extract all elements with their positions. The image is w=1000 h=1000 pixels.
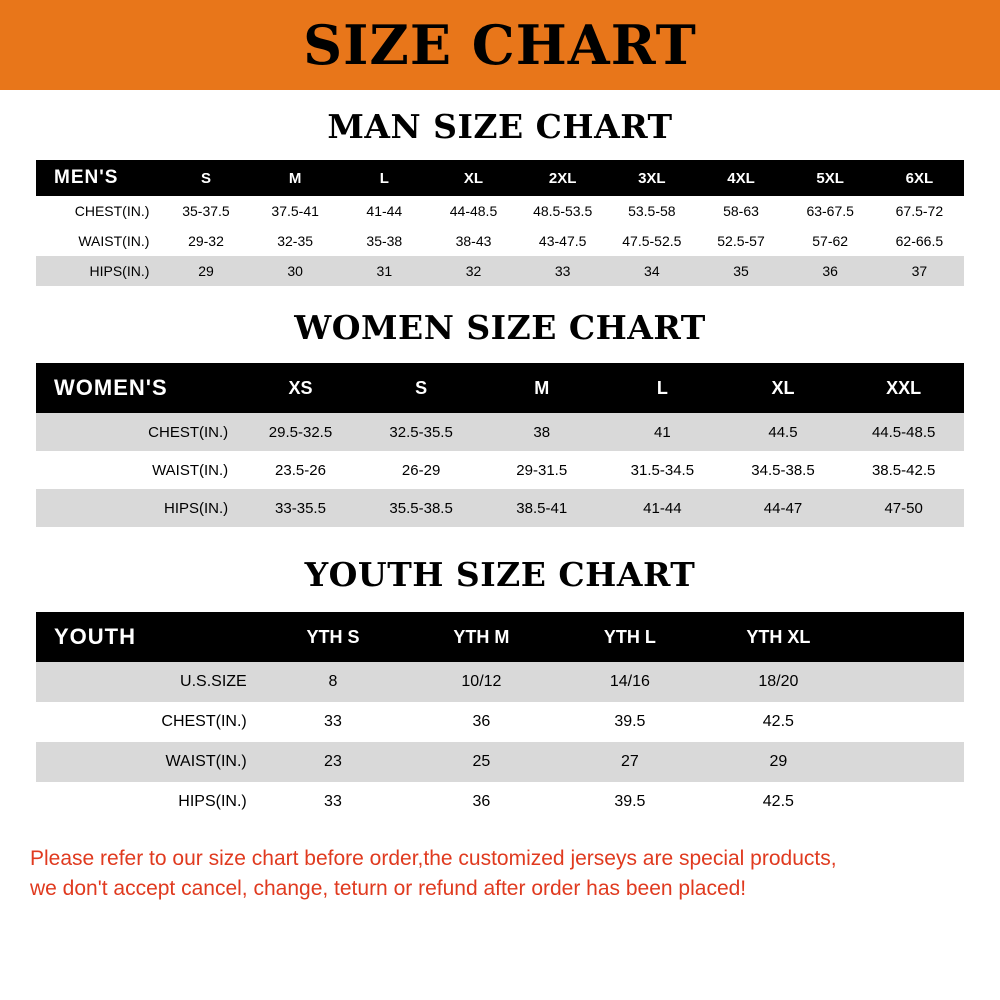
- women-row-0-cell-2: 38: [481, 413, 602, 451]
- page-title: SIZE CHART: [303, 13, 697, 77]
- women-row-1-label: WAIST(IN.): [36, 451, 240, 489]
- man-row-2-label: HIPS(IN.): [36, 256, 161, 286]
- youth-row-1-cell-3: 42.5: [704, 702, 852, 742]
- footer-note-line-2: we don't accept cancel, change, teturn or refund after order has been placed!: [30, 877, 747, 901]
- youth-header-cell-2: YTH M: [407, 612, 555, 662]
- youth-row-2-cell-3: 29: [704, 742, 852, 782]
- women-header-cell-0: WOMEN'S: [36, 363, 240, 413]
- youth-row-0-cell-0: 8: [259, 662, 407, 702]
- man-header-cell-1: S: [161, 160, 250, 196]
- women-size-table: [36, 363, 964, 527]
- youth-section-title: YOUTH SIZE CHART: [304, 555, 696, 594]
- women-header-cell-2: S: [361, 363, 482, 413]
- man-row-0-cell-7: 63-67.5: [786, 196, 875, 226]
- youth-row-1-cell-1: 36: [407, 702, 555, 742]
- table-row: [36, 413, 964, 451]
- youth-size-table: [36, 612, 964, 822]
- youth-row-2-cell-2: 27: [556, 742, 704, 782]
- man-row-2-cell-3: 32: [429, 256, 518, 286]
- man-row-1-cell-3: 38-43: [429, 226, 518, 256]
- youth-header-cell-3: YTH L: [556, 612, 704, 662]
- youth-row-0-spacer: [853, 662, 964, 702]
- women-header-cell-5: XL: [723, 363, 844, 413]
- man-row-2-cell-5: 34: [607, 256, 696, 286]
- man-header-cell-4: XL: [429, 160, 518, 196]
- man-row-2-cell-7: 36: [786, 256, 875, 286]
- youth-header-cell-4: YTH XL: [704, 612, 852, 662]
- women-row-0-label: CHEST(IN.): [36, 413, 240, 451]
- women-row-2-cell-2: 38.5-41: [481, 489, 602, 527]
- man-row-2-cell-0: 29: [161, 256, 250, 286]
- man-header-cell-5: 2XL: [518, 160, 607, 196]
- women-header-cell-6: XXL: [843, 363, 964, 413]
- man-row-0-cell-2: 41-44: [340, 196, 429, 226]
- table-row: [36, 782, 964, 822]
- women-header-cell-1: XS: [240, 363, 361, 413]
- women-row-1-cell-2: 29-31.5: [481, 451, 602, 489]
- youth-row-0-cell-1: 10/12: [407, 662, 555, 702]
- youth-row-2-spacer: [853, 742, 964, 782]
- women-section-title: WOMEN SIZE CHART: [294, 308, 706, 347]
- youth-header-cell-1: YTH S: [259, 612, 407, 662]
- youth-row-0-label: U.S.SIZE: [36, 662, 259, 702]
- man-size-table: [36, 160, 964, 286]
- man-row-2-cell-8: 37: [875, 256, 964, 286]
- youth-row-1-cell-2: 39.5: [556, 702, 704, 742]
- table-row: [36, 662, 964, 702]
- man-row-0-cell-8: 67.5-72: [875, 196, 964, 226]
- women-table-head: [36, 363, 964, 413]
- man-header-cell-0: MEN'S: [36, 160, 161, 196]
- women-row-1-cell-4: 34.5-38.5: [723, 451, 844, 489]
- footer-note: [0, 844, 1000, 905]
- man-header-cell-6: 3XL: [607, 160, 696, 196]
- youth-row-3-cell-2: 39.5: [556, 782, 704, 822]
- table-row: [36, 226, 964, 256]
- youth-row-2-cell-0: 23: [259, 742, 407, 782]
- man-row-0-cell-6: 58-63: [696, 196, 785, 226]
- women-row-1-cell-1: 26-29: [361, 451, 482, 489]
- women-row-0-cell-5: 44.5-48.5: [843, 413, 964, 451]
- women-header-cell-3: M: [481, 363, 602, 413]
- man-row-2-cell-6: 35: [696, 256, 785, 286]
- youth-row-0-cell-2: 14/16: [556, 662, 704, 702]
- youth-row-3-cell-1: 36: [407, 782, 555, 822]
- women-table-body: [36, 413, 964, 527]
- man-row-1-cell-4: 43-47.5: [518, 226, 607, 256]
- man-table-wrap: [0, 160, 1000, 286]
- women-table-wrap: [0, 363, 1000, 527]
- youth-table-wrap: [0, 612, 1000, 822]
- youth-row-0-cell-3: 18/20: [704, 662, 852, 702]
- man-row-0-cell-3: 44-48.5: [429, 196, 518, 226]
- man-row-1-cell-0: 29-32: [161, 226, 250, 256]
- youth-row-3-spacer: [853, 782, 964, 822]
- man-row-0-cell-1: 37.5-41: [251, 196, 340, 226]
- man-row-1-cell-5: 47.5-52.5: [607, 226, 696, 256]
- youth-row-3-cell-3: 42.5: [704, 782, 852, 822]
- youth-row-2-label: WAIST(IN.): [36, 742, 259, 782]
- man-header-cell-7: 4XL: [696, 160, 785, 196]
- man-header-cell-8: 5XL: [786, 160, 875, 196]
- man-header-cell-3: L: [340, 160, 429, 196]
- man-row-1-cell-2: 35-38: [340, 226, 429, 256]
- man-row-0-cell-4: 48.5-53.5: [518, 196, 607, 226]
- table-row: [36, 702, 964, 742]
- man-header-cell-9: 6XL: [875, 160, 964, 196]
- man-row-1-cell-8: 62-66.5: [875, 226, 964, 256]
- women-row-1-cell-3: 31.5-34.5: [602, 451, 723, 489]
- women-row-2-cell-5: 47-50: [843, 489, 964, 527]
- man-section-title: MAN SIZE CHART: [327, 107, 673, 146]
- women-row-1-cell-0: 23.5-26: [240, 451, 361, 489]
- youth-row-1-spacer: [853, 702, 964, 742]
- man-header-cell-2: M: [251, 160, 340, 196]
- man-header-row: [36, 160, 964, 196]
- table-row: [36, 489, 964, 527]
- women-row-2-cell-4: 44-47: [723, 489, 844, 527]
- youth-row-1-label: CHEST(IN.): [36, 702, 259, 742]
- women-row-0-cell-0: 29.5-32.5: [240, 413, 361, 451]
- women-header-cell-4: L: [602, 363, 723, 413]
- man-row-2-cell-4: 33: [518, 256, 607, 286]
- women-row-2-label: HIPS(IN.): [36, 489, 240, 527]
- youth-header-spacer: [853, 612, 964, 662]
- women-row-0-cell-4: 44.5: [723, 413, 844, 451]
- table-row: [36, 451, 964, 489]
- youth-header-cell-0: YOUTH: [36, 612, 259, 662]
- youth-row-3-cell-0: 33: [259, 782, 407, 822]
- man-row-2-cell-1: 30: [251, 256, 340, 286]
- youth-row-2-cell-1: 25: [407, 742, 555, 782]
- man-table-head: [36, 160, 964, 196]
- man-table-body: [36, 196, 964, 286]
- women-row-1-cell-5: 38.5-42.5: [843, 451, 964, 489]
- man-row-0-cell-5: 53.5-58: [607, 196, 696, 226]
- youth-table-body: [36, 662, 964, 822]
- youth-table-head: [36, 612, 964, 662]
- man-row-1-cell-7: 57-62: [786, 226, 875, 256]
- women-row-2-cell-3: 41-44: [602, 489, 723, 527]
- women-row-0-cell-1: 32.5-35.5: [361, 413, 482, 451]
- women-header-row: [36, 363, 964, 413]
- man-row-1-label: WAIST(IN.): [36, 226, 161, 256]
- youth-header-row: [36, 612, 964, 662]
- man-row-1-cell-1: 32-35: [251, 226, 340, 256]
- table-row: [36, 256, 964, 286]
- women-row-2-cell-0: 33-35.5: [240, 489, 361, 527]
- table-row: [36, 196, 964, 226]
- youth-row-3-label: HIPS(IN.): [36, 782, 259, 822]
- footer-note-line-1: Please refer to our size chart before order,the customized jerseys are special products,: [30, 847, 837, 870]
- header-banner: [0, 0, 1000, 90]
- youth-row-1-cell-0: 33: [259, 702, 407, 742]
- table-row: [36, 742, 964, 782]
- man-row-2-cell-2: 31: [340, 256, 429, 286]
- women-row-0-cell-3: 41: [602, 413, 723, 451]
- man-row-0-cell-0: 35-37.5: [161, 196, 250, 226]
- man-row-0-label: CHEST(IN.): [36, 196, 161, 226]
- man-row-1-cell-6: 52.5-57: [696, 226, 785, 256]
- women-row-2-cell-1: 35.5-38.5: [361, 489, 482, 527]
